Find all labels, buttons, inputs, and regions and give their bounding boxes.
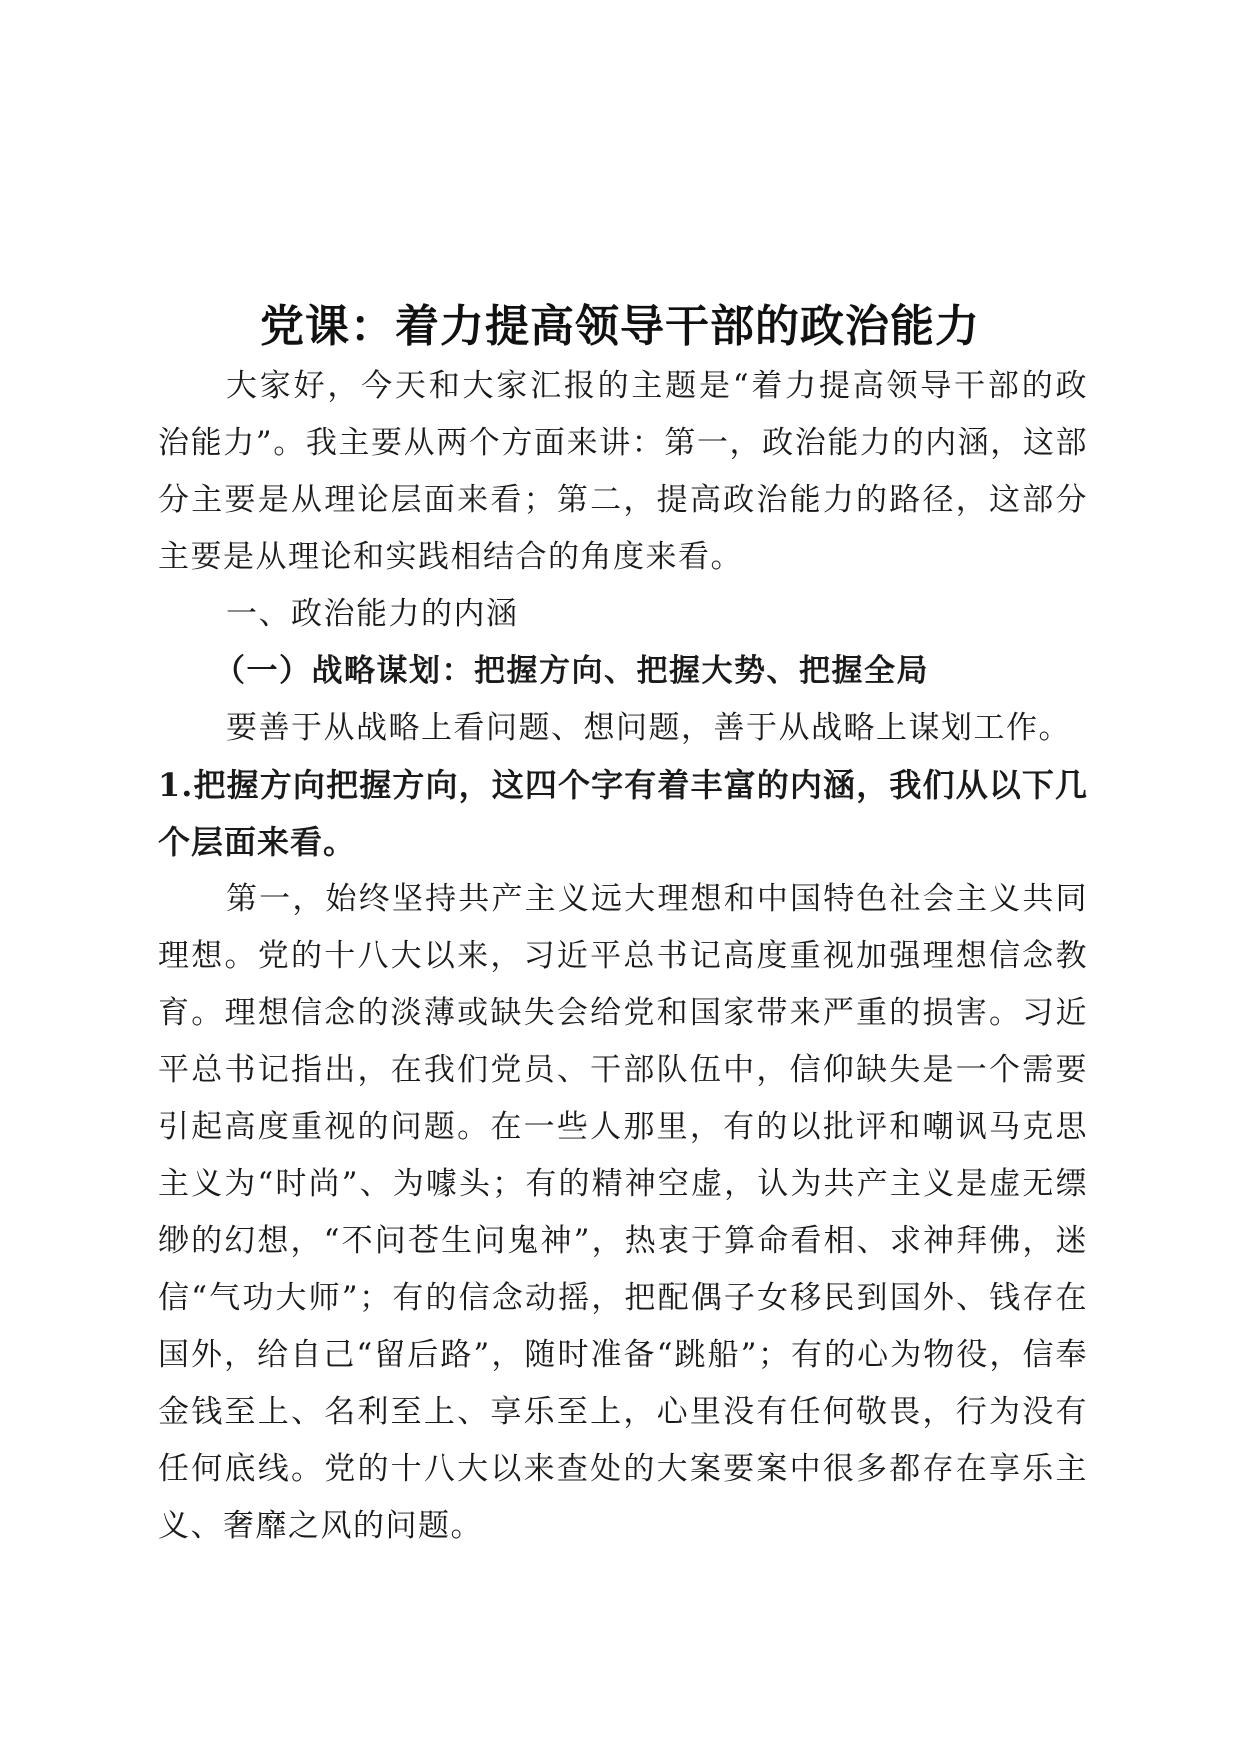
subsection-heading: （一）战略谋划：把握方向、把握大势、把握全局 <box>214 653 929 689</box>
point-heading: 1.把握方向把握方向，这四个字有着丰富的内涵，我们从以下几个层面来看。 <box>158 766 1088 861</box>
section-heading: 一、政治能力的内涵 <box>226 596 519 632</box>
intro-paragraph: 大家好，今天和大家汇报的主题是“着力提高领导干部的政治能力”。我主要从两个方面来讲：第一，政治能力的内涵，这部分主要是从理论层面来看；第二，提高政治能力的路径，这部分主要是从理论和实践相结合的角度来看。 <box>158 368 1088 575</box>
body-paragraph: 第一，始终坚持共产主义远大理想和中国特色社会主义共同理想。党的十八大以来，习近平总书记高度重视加强理想信念教育。理想信念的淡薄或缺失会给党和国家带来严重的损害。习近平总书记指出，在我们党员、干部队伍中，信仰缺失是一个需要引起高度重视的问题。在一些人那里，有的以批评和嘲讽马克思主义为“时尚”、为噱头；有的精神空虚，认为共产主义是虚无缥缈的幻想，“不问苍生问鬼神”，热衷于算命看相、求神拜佛，迷信“气功大师”；有的信念动摇，把配偶子女移民到国外、钱存在国外，给自己“留后路”，随时准备“跳船”；有的心为物役，信奉金钱至上、名利至上、享乐至上，心里没有任何敬畏，行为没有任何底线。党的十八大以来查处的大案要案中很多都存在享乐主义、奢靡之风的问题。 <box>158 881 1088 1544</box>
document-title: 党课：着力提高领导干部的政治能力 <box>260 301 980 353</box>
subsection-intro-paragraph: 要善于从战略上看问题、想问题，善于从战略上谋划工作。 <box>226 710 1071 746</box>
